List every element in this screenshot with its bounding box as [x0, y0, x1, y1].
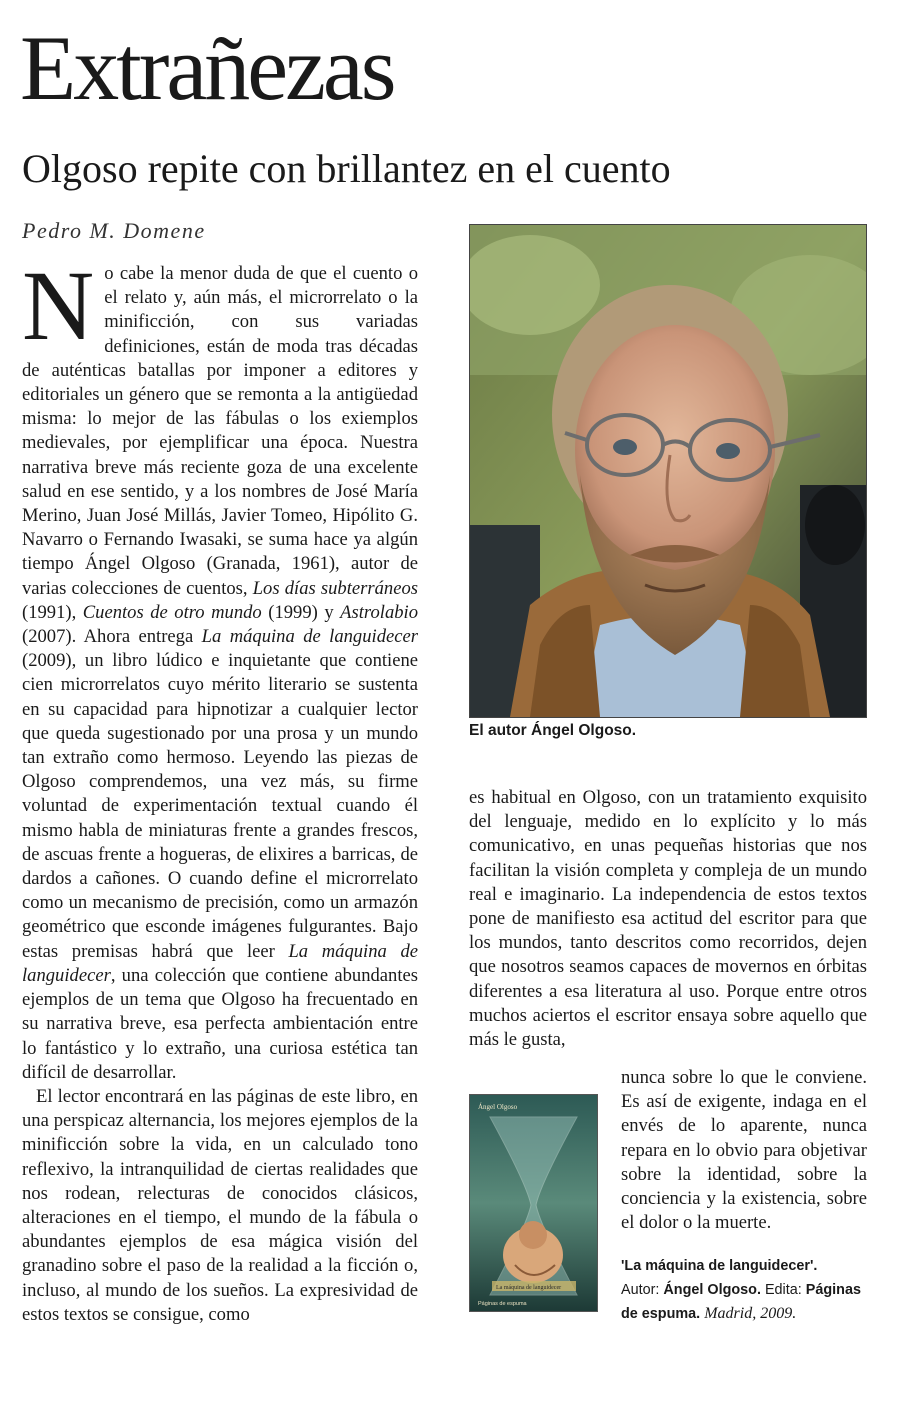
author-portrait-image: [470, 225, 866, 717]
photo-caption: El autor Ángel Olgoso.: [469, 722, 637, 739]
text-run: (1999) y: [261, 601, 341, 623]
cover-publisher: Páginas de espuma: [478, 1301, 527, 1307]
book-cover: [469, 1094, 598, 1312]
headline: Olgoso repite con brillantez en el cuento: [22, 146, 671, 191]
book-cover-image: [470, 1095, 597, 1311]
paragraph-4: nunca sobre lo que le conviene. Es así de exigente, indaga en el envés de lo aparente, nunca repara en lo obvio para objetivar sobre la identidad, sobre la conciencia y la existencia, sobre el dolor o la muerte.: [621, 1067, 867, 1234]
paragraph-3: es habitual en Olgoso, con un tratamiento exquisito del lenguaje, medido en lo explícito y lo más comunicativo, en unas pequeñas historias que nos facilitan la visión completa y compleja de un mundo real e imaginario. La independencia de estos textos pone de manifiesto esa actitud del escritor para que los mundos, tanto descritos como recorridos, dejen que nosotros seamos capaces de movernos en órbitas diferentes a esa literatura al uso. Porque entre otros muchos aciertos el escritor ensaya sobre aquello que más le gusta,: [469, 787, 867, 1051]
dropcap: N: [22, 250, 95, 361]
text-run: (1991),: [22, 601, 83, 623]
text-run: (2007). Ahora entrega: [22, 626, 202, 648]
publisher-label: Edita:: [764, 1282, 802, 1298]
text-run: , una colección que contiene abundantes ejemplos de un tema que Olgoso ha frecuentado en su narrativa breve, esa perfecta ambientación entre lo fantástico y lo extraño, una curiosa estética tan difícil de desarrollar.: [22, 964, 418, 1083]
book-title-italic: Cuentos de otro mundo: [82, 601, 262, 623]
text-run: o cabe la menor duda de que el cuento o el relato y, aún más, el microrrelato o la minificción, con sus variadas definiciones, están de moda tras décadas de auténticas batallas por imponer a editores y editoriales un género que se remonta a la antigüedad misma: lo mejor de las fábulas o los exiemplos medievales, por ejemplificar una época. Nuestra narrativa breve más reciente goza de una excelente salud en ese sentido, y a los nombres de José María Merino, Juan José Millás, Javier Tomeo, Hipólito G. Navarro o Fernando Iwasaki, se suma hace ya algún tiempo Ángel Olgoso (Granada, 1961), autor de varias colecciones de cuentos,: [22, 263, 418, 599]
text-run: (2009), un libro lúdico e inquietante que contiene cien microrrelatos cuyo mérito literario se sustenta en su capacidad para hipnotizar a cualquier lector que queda sugestionado por una prosa y un mundo tan extraño como hermoso. Leyendo las piezas de Olgoso comprendemos, una vez más, su firme voluntad de experimentación textual cuando él mismo habla de miniaturas frente a grandes frescos, de ascuas frente a hogueras, de elixires a barricas, de dardos a cañones. O cuando define el microrrelato como un mecanismo de precisión, como un armazón geométrico que esconde imágenes fulgurantes. Bajo estas premisas habrá que leer: [22, 650, 418, 962]
article-column-right-narrow: [621, 1066, 867, 1235]
book-title-italic: Los días subterráneos: [252, 577, 418, 599]
book-title-italic: Astrolabio: [340, 601, 418, 623]
paragraph-2: El lector encontrará en las páginas de este libro, en una perspicaz alternancia, los mejores ejemplos de la minificción sobre la vida, en un calculado tono reflexivo, la intranquilidad de ciertas realidades que nos rodean, relecturas de conocidos clásicos, alteraciones en el tiempo, el mundo de la fábula o abundantes ejemplos de esa mágica visión del granadino sobre el paso de la realidad a la ficción o, incluso, al mundo de los sueños. La expresividad de estos textos se consigue, como: [22, 1085, 418, 1325]
book-place-year: Madrid, 2009.: [704, 1305, 797, 1322]
book-publisher: Páginas de espuma.: [621, 1282, 861, 1322]
book-title-italic: La máquina de languidecer: [201, 626, 418, 648]
article-column-left: [22, 250, 419, 1327]
article-column-right: [469, 786, 867, 1052]
author-label: Autor:: [621, 1282, 660, 1298]
section-title: Extrañezas: [20, 17, 394, 119]
cover-title: La máquina de languidecer: [496, 1285, 562, 1291]
paragraph-1: [22, 250, 419, 1085]
book-credit: [621, 1254, 871, 1326]
byline: Pedro M. Domene: [22, 218, 206, 243]
book-title-italic: La máquina de languidecer: [22, 940, 419, 986]
book-author: Ángel Olgoso.: [663, 1282, 761, 1298]
author-photo: [469, 224, 867, 718]
book-title: 'La máquina de languidecer'.: [621, 1258, 818, 1274]
cover-author: Ángel Olgoso: [478, 1103, 518, 1111]
